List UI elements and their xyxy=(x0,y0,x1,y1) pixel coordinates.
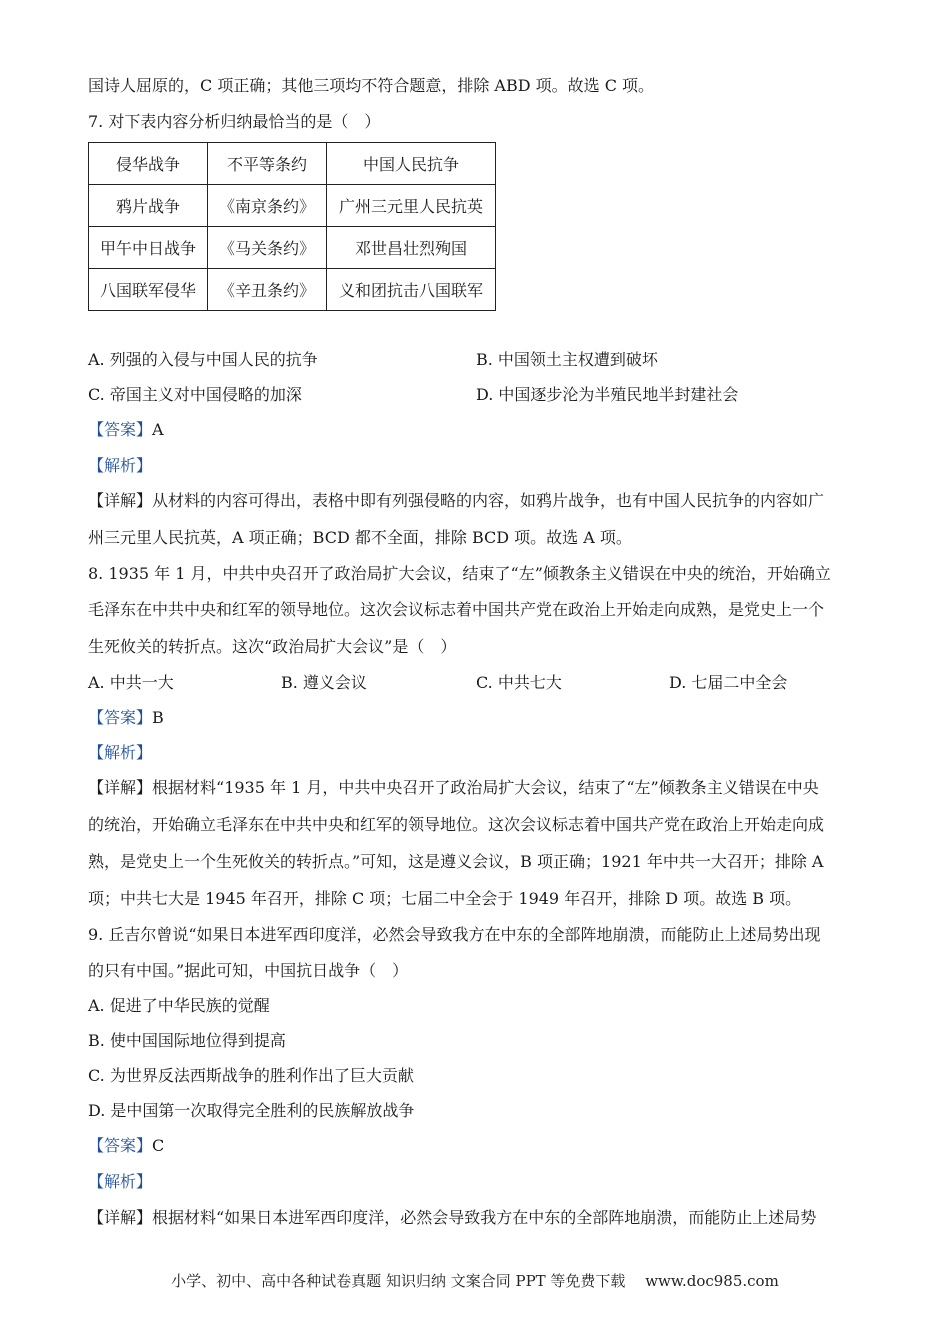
q9-analysis-tag xyxy=(88,1172,152,1192)
q8-detail-line-4: 项；中共七大是 1945 年召开，排除 C 项；七届二中全会于 1949 年召开，排除 D 项。故选 B 项。 xyxy=(88,889,802,908)
detail-tag: 【详解】 xyxy=(88,491,153,510)
detail-text: 从材料的内容可得出，表格中即有列强侵略的内容，如鸦片战争，也有中国人民抗争的内容如广 xyxy=(152,491,825,510)
table-row xyxy=(89,185,496,227)
table-row xyxy=(89,269,496,311)
q9-stem-line-1: 9. 丘吉尔曾说“如果日本进军西印度洋，必然会导致我方在中东的全部阵地崩溃，而能防止上述局势出现 xyxy=(88,925,821,944)
page-footer: 小学、初中、高中各种试卷真题 知识归纳 文案合同 PPT 等免费下载 www.doc985.com xyxy=(171,1272,779,1290)
table-cell: 《马关条约》 xyxy=(208,227,327,269)
q7-table xyxy=(88,142,496,311)
table-cell: 义和团抗击八国联军 xyxy=(327,269,496,311)
q8-option-a: A. 中共一大 xyxy=(88,673,174,692)
q8-option-d: D. 七届二中全会 xyxy=(669,673,788,692)
table-header-cell: 侵华战争 xyxy=(89,143,208,185)
q8-option-b: B. 遵义会议 xyxy=(281,673,367,692)
q8-stem-line-2: 毛泽东在中共中央和红军的领导地位。这次会议标志着中国共产党在政治上开始走向成熟，是党史上一个 xyxy=(88,600,825,619)
q9-option-a: A. 促进了中华民族的觉醒 xyxy=(88,996,270,1015)
table-cell: 鸦片战争 xyxy=(89,185,208,227)
q7-answer xyxy=(88,420,164,440)
q9-answer xyxy=(88,1136,164,1156)
q7-analysis-tag xyxy=(88,456,152,476)
q7-detail-line-1 xyxy=(88,491,824,511)
table-cell: 邓世昌壮烈殉国 xyxy=(327,227,496,269)
detail-tag: 【详解】 xyxy=(88,778,153,797)
q9-stem-line-2: 的只有中国。”据此可知，中国抗日战争（ ） xyxy=(88,961,409,980)
detail-text: 根据材料“如果日本进军西印度洋，必然会导致我方在中东的全部阵地崩溃，而能防止上述局势 xyxy=(152,1208,817,1227)
q8-analysis-tag xyxy=(88,743,152,763)
q7-option-a: A. 列强的入侵与中国人民的抗争 xyxy=(88,350,318,369)
q7-option-d: D. 中国逐步沦为半殖民地半封建社会 xyxy=(476,385,739,404)
analysis-tag: 【解析】 xyxy=(88,1172,153,1191)
table-header-cell: 中国人民抗争 xyxy=(327,143,496,185)
table-cell: 《辛丑条约》 xyxy=(208,269,327,311)
q9-detail-line-1 xyxy=(88,1208,816,1228)
q8-detail-line-1 xyxy=(88,778,819,798)
answer-tag: 【答案】 xyxy=(88,1136,153,1155)
answer-value: A xyxy=(152,420,164,439)
q7-option-b: B. 中国领土主权遭到破坏 xyxy=(476,350,658,369)
detail-tag: 【详解】 xyxy=(88,1208,153,1227)
answer-value: C xyxy=(152,1136,165,1155)
detail-text: 根据材料“1935 年 1 月，中共中央召开了政治局扩大会议，结束了“左”倾教条主义错误在中央 xyxy=(152,778,819,797)
previous-answer-line: 国诗人屈原的，C 项正确；其他三项均不符合题意，排除 ABD 项。故选 C 项。 xyxy=(88,76,655,95)
q7-option-c: C. 帝国主义对中国侵略的加深 xyxy=(88,385,302,404)
answer-tag: 【答案】 xyxy=(88,420,153,439)
q7-detail-line-2: 州三元里人民抗英，A 项正确；BCD 都不全面，排除 BCD 项。故选 A 项。 xyxy=(88,528,632,547)
table-cell: 甲午中日战争 xyxy=(89,227,208,269)
answer-value: B xyxy=(152,708,164,727)
table-header-cell: 不平等条约 xyxy=(208,143,327,185)
answer-tag: 【答案】 xyxy=(88,708,153,727)
q9-option-c: C. 为世界反法西斯战争的胜利作出了巨大贡献 xyxy=(88,1066,414,1085)
q8-stem-line-3: 生死攸关的转折点。这次“政治局扩大会议”是（ ） xyxy=(88,637,457,656)
table-cell: 八国联军侵华 xyxy=(89,269,208,311)
q7-stem: 7. 对下表内容分析归纳最恰当的是（ ） xyxy=(88,112,381,131)
q9-option-b: B. 使中国国际地位得到提高 xyxy=(88,1031,286,1050)
analysis-tag: 【解析】 xyxy=(88,456,153,475)
q9-option-d: D. 是中国第一次取得完全胜利的民族解放战争 xyxy=(88,1101,415,1120)
table-row xyxy=(89,227,496,269)
q8-detail-line-2: 的统治，开始确立毛泽东在中共中央和红军的领导地位。这次会议标志着中国共产党在政治上开始走向成 xyxy=(88,815,825,834)
analysis-tag: 【解析】 xyxy=(88,743,153,762)
table-cell: 广州三元里人民抗英 xyxy=(327,185,496,227)
table-cell: 《南京条约》 xyxy=(208,185,327,227)
q8-detail-line-3: 熟，是党史上一个生死攸关的转折点。”可知，这是遵义会议，B 项正确；1921 年中共一大召开；排除 A xyxy=(88,852,824,871)
table-header-row xyxy=(89,143,496,185)
q8-stem-line-1: 8. 1935 年 1 月，中共中央召开了政治局扩大会议，结束了“左”倾教条主义错误在中央的统治，开始确立 xyxy=(88,564,831,583)
q8-option-c: C. 中共七大 xyxy=(476,673,562,692)
q8-answer xyxy=(88,708,164,728)
